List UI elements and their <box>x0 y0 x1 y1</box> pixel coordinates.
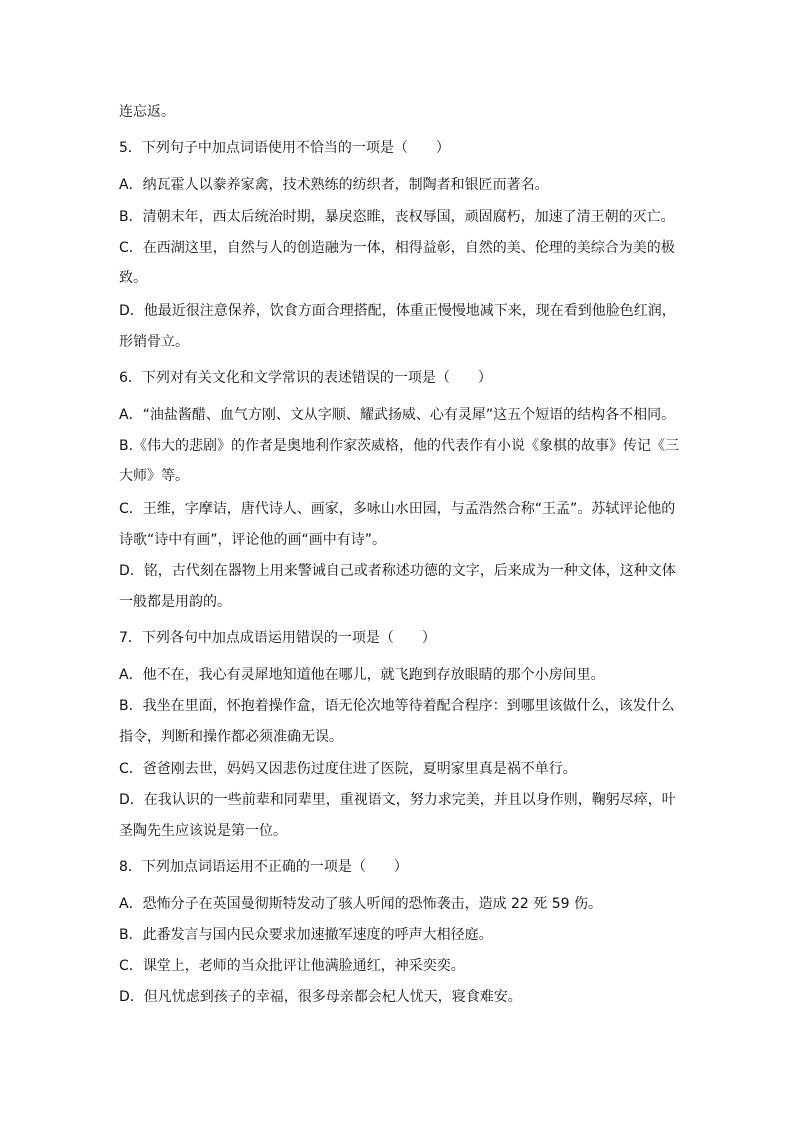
question-7-option-b: B．我坐在里面，怀抱着操作盒，语无伦次地等待着配合程序：到哪里该做什么，该发什么 <box>119 698 675 714</box>
question-6-option-c-cont: 诗歌“诗中有画”，评论他的画“画中有诗”。 <box>119 532 387 548</box>
question-8-option-b: B．此番发言与国内民众要求加速撤军速度的呼声大相径庭。 <box>119 927 493 943</box>
question-6-option-b: B.《伟大的悲剧》的作者是奥地利作家茨威格，他的代表作有小说《象棋的故事》传记《三 <box>119 438 680 454</box>
question-8-option-c: C．课堂上，老师的当众批评让他满脸通红，神采奕奕。 <box>119 958 465 974</box>
question-7-option-a: A．他不在，我心有灵犀地知道他在哪儿，就飞跑到存放眼睛的那个小房间里。 <box>119 667 605 683</box>
question-5-option-d: D．他最近很注意保养，饮食方面合理搭配，体重正慢慢地减下来，现在看到他脸色红润， <box>119 303 676 319</box>
question-7-option-d: D．在我认识的一些前辈和同辈里，重视语文，努力求完美，并且以身作则，鞠躬尽瘁，叶 <box>119 792 676 808</box>
question-7-option-b-cont: 指令，判断和操作都必须准确无误。 <box>119 729 343 745</box>
question-5-stem: 5．下列句子中加点词语使用不恰当的一项是（ ） <box>119 140 450 156</box>
question-6-option-d-cont: 一般都是用韵的。 <box>119 594 231 610</box>
question-7-option-d-cont: 圣陶先生应该说是第一位。 <box>119 823 287 839</box>
question-8-option-d: D．但凡忧虑到孩子的幸福，很多母亲都会杞人忧天，寝食难安。 <box>119 989 522 1005</box>
text-line-continuation: 连忘返。 <box>119 104 175 120</box>
question-8-option-a: A．恐怖分子在英国曼彻斯特发动了骇人听闻的恐怖袭击，造成 22 死 59 伤。 <box>119 896 603 912</box>
question-6-option-d: D．铭，古代刻在器物上用来警诫自己或者称述功德的文字，后来成为一种文体，这种文体 <box>119 563 676 579</box>
question-5-option-a: A．纳瓦霍人以豢养家禽，技术熟练的纺织者，制陶者和银匠而著名。 <box>119 177 549 193</box>
question-8-stem: 8．下列加点词语运用不正确的一项是（ ） <box>119 859 408 875</box>
question-7-option-c: C．爸爸刚去世，妈妈又因悲伤过度住进了医院，夏明家里真是祸不单行。 <box>119 761 577 777</box>
question-6-option-a: A．“油盐酱醋、血气方刚、文从字顺、耀武扬威、心有灵犀”这五个短语的结构各不相同。 <box>119 407 676 423</box>
question-6-stem: 6．下列对有关文化和文学常识的表述错误的一项是（ ） <box>119 370 492 386</box>
question-5-option-c-cont: 致。 <box>119 270 147 286</box>
question-7-stem: 7．下列各句中加点成语运用错误的一项是（ ） <box>119 630 436 646</box>
question-6-option-b-cont: 大师》等。 <box>119 468 189 484</box>
question-5-option-d-cont: 形销骨立。 <box>119 334 189 350</box>
question-5-option-b: B．清朝末年，西太后统治时期，暴戾恣睢，丧权辱国，顽固腐朽，加速了清王朝的灭亡。 <box>119 209 675 225</box>
question-5-option-c: C．在西湖这里，自然与人的创造融为一体，相得益彰，自然的美、伦理的美综合为美的极 <box>119 240 675 256</box>
question-6-option-c: C．王维，字摩诘，唐代诗人、画家，多咏山水田园，与孟浩然合称“王孟”。苏轼评论他的 <box>119 501 676 517</box>
